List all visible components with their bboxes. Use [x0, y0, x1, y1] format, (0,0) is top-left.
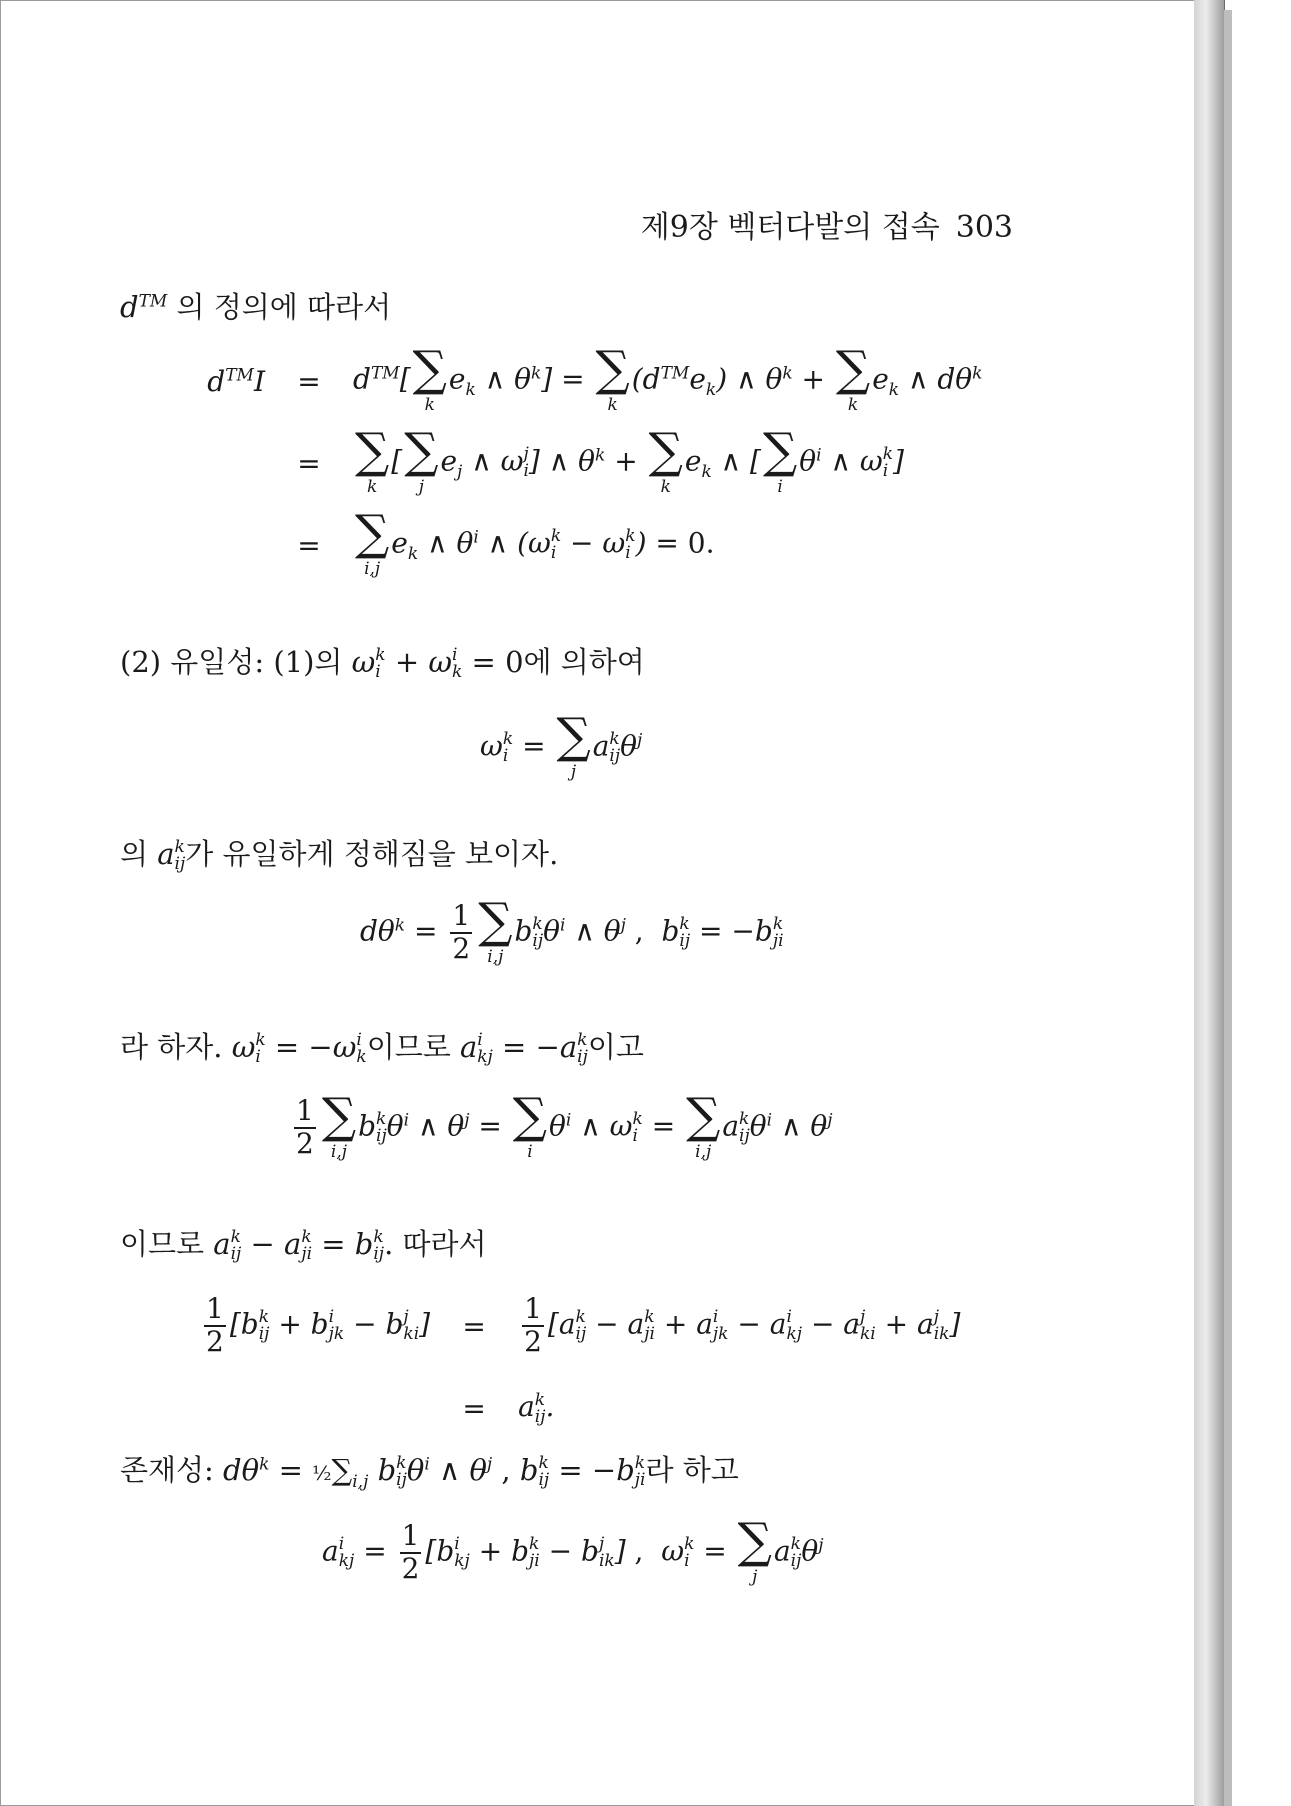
equation-existence-def: a i kj = $\frac{1}{2}$ [b i kj + b k ji − b j ik ] , ω k i = ∑ j a k ij $\theta^j$	[322, 1513, 824, 1588]
paragraph-existence: 존재성: $d\theta^k$ = $\frac{1}{2}\sum_{i,j}$ b k ij $\theta^i$ ∧ $\theta^j$ , b k ij = −b k ji 라 하고	[120, 1453, 739, 1492]
paragraph-therefore: 이므로 a k ij − a k ji = b k ij . 따라서	[120, 1227, 487, 1264]
page-shadow	[1224, 10, 1232, 1806]
paragraph-definition: d™ 의 정의에 따라서	[120, 290, 392, 324]
paragraph-let: 라 하자. ω k i = −ω i k 이므로 a i kj = −a k ij 이고	[120, 1030, 644, 1067]
page-number: 303	[955, 210, 1013, 245]
paragraph-uniqueness: (2) 유일성: (1)의 ω k i + ω i k = 0에 의하여	[120, 645, 645, 682]
chapter-title: 제9장 벡터다발의 접속	[640, 210, 940, 245]
equation-sum-identity: $\frac{1}{2}$ ∑ i,j b k ij $\theta^i$ ∧ $\theta^j$ = ∑ i $\theta^i$ ∧ ω k i = ∑ i,j a k ij $\theta^i$ ∧ $\theta^j$	[296, 1088, 833, 1163]
equation-block-5: $\frac{1}{2}$ [b k ij + b i jk − b j ki ] = $\frac{1}{2}$ [a k ij − a k ji + a i jk − a i kj − a j ki + a j ik ] = a k ij .	[206, 1292, 961, 1427]
paragraph-show-unique: 의 a k ij 가 유일하게 정해짐을 보이자.	[120, 837, 559, 874]
equation-block-1: d™I = d™[ ∑ k $e_k$ ∧ $\theta^k$] = ∑ k $(d™e_k)$ ∧ $\theta^k$ + ∑ k $e_k$ ∧ $d\theta^k$ = ∑ k [ ∑ j $e_j$ ∧ ω j i ] ∧ $\theta^k$ + ∑ k $e_k$ ∧ [ ∑ i $\theta^i$ ∧ ω k i ] = ∑ i,j $e_k$ ∧ $\theta^i$ ∧ (ω k i − ω k i ) = 0.	[207, 340, 983, 580]
running-header	[641, 202, 1013, 246]
equation-omega-def: ω k i = ∑ j a k ij $\theta^j$	[480, 708, 643, 783]
equation-dtheta: $d\theta^k$ = $\frac{1}{2}$ ∑ i,j b k ij $\theta^i$ ∧ $\theta^j$ , b k ij = −b k ji	[360, 893, 784, 968]
page-fold	[1194, 0, 1225, 1806]
paragraph-text: 의 정의에 따라서	[176, 290, 392, 324]
